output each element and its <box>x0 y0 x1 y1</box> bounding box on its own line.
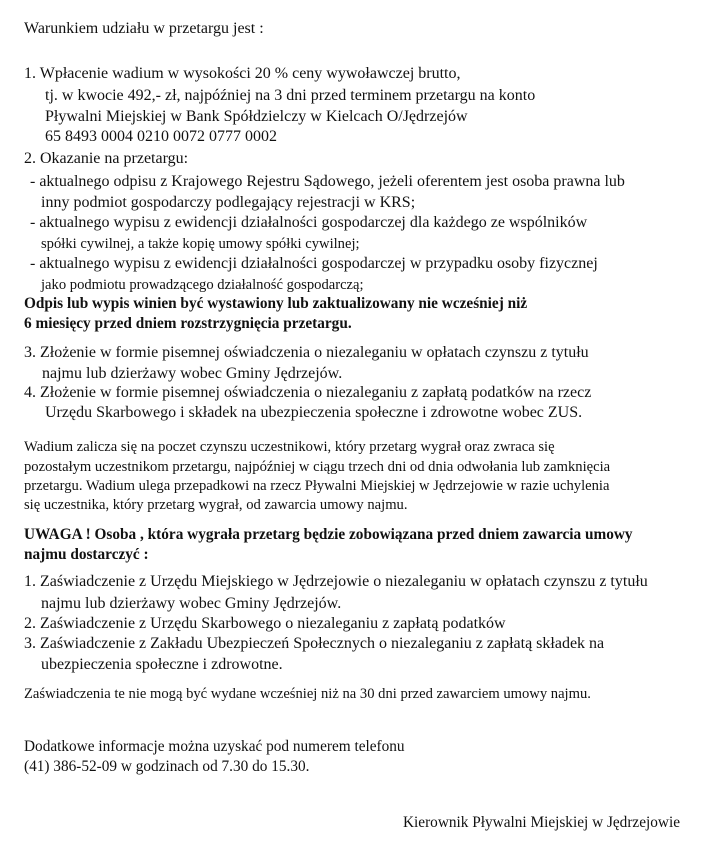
conditions-heading: Warunkiem udziału w przetargu jest : <box>24 20 264 37</box>
contact-line-1: Dodatkowe informacje można uzyskać pod numerem telefonu <box>24 738 405 755</box>
condition-1-account-number: 65 8493 0004 0210 0072 0777 0002 <box>45 128 277 145</box>
condition-3-line-2: najmu lub dzierżawy wobec Gminy Jędrzejów. <box>42 365 343 382</box>
certificate-1-line-2: najmu lub dzierżawy wobec Gminy Jędrzejów. <box>41 595 342 612</box>
condition-2-line-1: 2. Okazanie na przetargu: <box>24 150 189 167</box>
warning-line-2: najmu dostarczyć : <box>24 546 149 563</box>
wadium-paragraph-line-2: pozostałym uczestnikom przetargu, najpóźniej w ciągu trzech dni od dnia odwołania lub zamknięcia <box>24 459 611 475</box>
condition-2-bullet-1-line-2: inny podmiot gospodarczy podlegający rejestracji w KRS; <box>41 194 416 211</box>
wadium-paragraph-line-1: Wadium zalicza się na poczet czynszu uczestnikowi, który przetarg wygrał oraz zwraca się <box>24 439 555 455</box>
validity-note: Zaświadczenia te nie mogą być wydane wcześniej niż na 30 dni przed zawarciem umowy najmu. <box>24 686 591 702</box>
certificate-3-line-1: 3. Zaświadczenie z Zakładu Ubezpieczeń Społecznych o niezaleganiu z zapłatą składek na <box>24 635 605 652</box>
contact-phone-hours: (41) 386-52-09 w godzinach od 7.30 do 15.30. <box>24 758 310 775</box>
condition-3-line-1: 3. Złożenie w formie pisemnej oświadczenia o niezaleganiu w opłatach czynszu z tytułu <box>24 344 589 361</box>
condition-2-bullet-3-line-1: - aktualnego wypisu z ewidencji działalności gospodarczej w przypadku osoby fizycznej <box>30 255 598 272</box>
signature: Kierownik Pływalni Miejskiej w Jędrzejowie <box>403 814 680 831</box>
condition-2-note-line-2: 6 miesięcy przed dniem rozstrzygnięcia przetargu. <box>24 315 352 332</box>
wadium-paragraph-line-4: się uczestnika, który przetarg wygrał, od zawarcia umowy najmu. <box>24 497 408 513</box>
warning-line-1: UWAGA ! Osoba , która wygrała przetarg będzie zobowiązana przed dniem zawarcia umowy <box>24 526 633 543</box>
condition-2-bullet-2-line-1: - aktualnego wypisu z ewidencji działalności gospodarczej dla każdego ze wspólników <box>30 214 588 231</box>
condition-2-bullet-1-line-1: - aktualnego odpisu z Krajowego Rejestru Sądowego, jeżeli oferentem jest osoba prawna lub <box>30 173 625 190</box>
condition-4-line-2: Urzędu Skarbowego i składek na ubezpieczenia społeczne i zdrowotne wobec ZUS. <box>45 404 583 421</box>
condition-1-line-1: 1. Wpłacenie wadium w wysokości 20 % ceny wywoławczej brutto, <box>24 65 461 82</box>
condition-1-line-2: tj. w kwocie 492,- zł, najpóźniej na 3 dni przed terminem przetargu na konto <box>45 87 536 104</box>
condition-2-bullet-3-line-2: jako podmiotu prowadzącego działalność gospodarczą; <box>41 277 364 293</box>
certificate-1-line-1: 1. Zaświadczenie z Urzędu Miejskiego w Jędrzejowie o niezaleganiu w opłatach czynszu z tytułu <box>24 573 648 590</box>
condition-2-note-line-1: Odpis lub wypis winien być wystawiony lub zaktualizowany nie wcześniej niż <box>24 295 528 312</box>
condition-4-line-1: 4. Złożenie w formie pisemnej oświadczenia o niezaleganiu z zapłatą podatków na rzecz <box>24 384 592 401</box>
condition-2-bullet-2-line-2: spółki cywilnej, a także kopię umowy spółki cywilnej; <box>41 236 360 252</box>
certificate-3-line-2: ubezpieczenia społeczne i zdrowotne. <box>41 656 283 673</box>
wadium-paragraph-line-3: przetargu. Wadium ulega przepadkowi na rzecz Pływalni Miejskiej w Jędrzejowie w razie uchylenia <box>24 478 610 494</box>
certificate-2-line-1: 2. Zaświadczenie z Urzędu Skarbowego o niezaleganiu z zapłatą podatków <box>24 615 506 632</box>
condition-1-line-3: Pływalni Miejskiej w Bank Spółdzielczy w Kielcach O/Jędrzejów <box>45 108 468 125</box>
